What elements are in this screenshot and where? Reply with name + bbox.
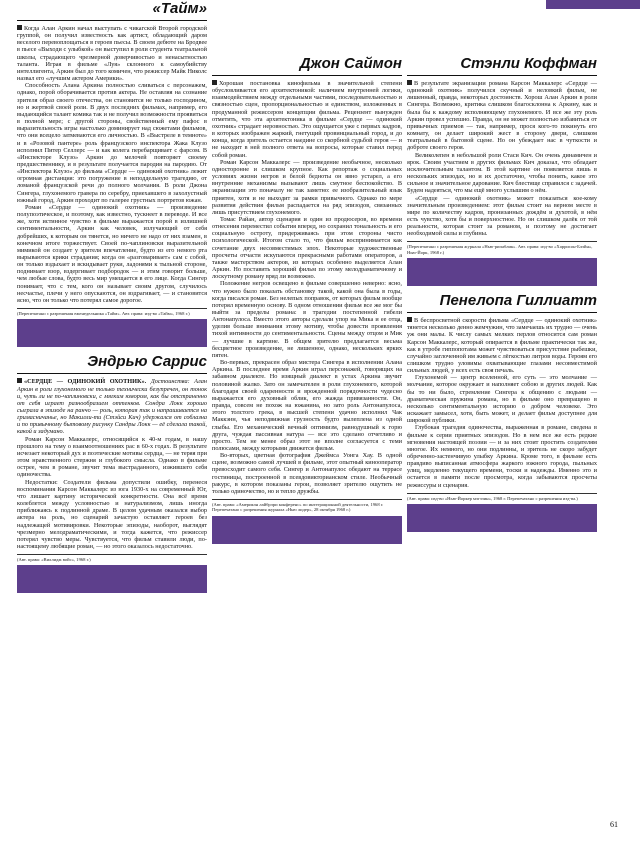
review-paragraph: В результате экранизации романа Карсон Маккалерс «Сердце — одинокий охотник» получился скучный и неловкий фильм, не лишенный, правда, некоторых достоинств. Хорош Алан Аркин в роли Сингера. Возможно, критика слишком благосклонна к Аркину, как и была бы к каждому исполняющему глухонемого. И все же эту роль Аркин провел успешно. Правда, он не может полностью избавиться от привычных приемов — так, например, прося кого-то покинуть его комнату, он делает широкий жест в сторону двери, слишком театральный в бытовой сцене. Но он убеждает нас в чуткости и доброте своего героя. <box>407 80 597 152</box>
column-right <box>407 55 597 532</box>
review-paragraph: «Сердце — одинокий охотник» может показаться кое-кому значительным произведением: этот фильм стоит на верном месте в мире по количеству кадров, пронизанных дождём и духотой, в нём есть чувство, хотя бы и поверхностное. Но он слишком далёк от той реальности, которая стоит за романом, и поэтому не достигает необходимой силы и глубины. <box>407 194 597 238</box>
purple-block <box>407 258 597 286</box>
purple-block <box>212 516 402 544</box>
review-title-gilliatt: Пенелопа Гиллиатт <box>407 292 597 313</box>
square-bullet-icon <box>17 378 22 383</box>
source-note: (Авт. права: изд-во «Нью-Йоркер мэгэзин», 1968 г. Перепечатано с разрешения изд-ва.) <box>407 493 597 501</box>
top-corner-bar <box>546 0 640 9</box>
square-bullet-icon <box>407 317 412 322</box>
review-paragraph: Роман Карсон Маккалерс, относящийся к 40-м годам, в нашу прошлого на тему о взаимоотношениях рас в 60-х годах. В результате исчезает некоторый дух и поэтические мотивы сердца, — не теряя при этом нравственного стержня и глубокого смысла. Однако в фильме острее, чем в романе, звучит тема выстраданного, изжившего себя одиночества. <box>17 435 207 479</box>
purple-block <box>17 319 207 347</box>
review-paragraph: Глубокая трагедия одиночества, выраженная в романе, сведена в фильме к серии приятных эпизодов. Но в нем все же есть редкие мгновения настоящей поэзии — и за них стоит простить создателям многое. Их немного, но они подлинны, и зритель не скоро забудет обреченно-застенчивую улыбку Аркина. Кроме того, в фильме есть правдиво выписанная атмосфера жаркого южного города, пыльных улиц, медленно текущего времени, тоски и надежды. Именно это и остается в памяти после просмотра, когда забываются просчеты режиссуры и сценария. <box>407 424 597 489</box>
source-note: (Перепечатано с разрешения еженедельника «Тайм». Авт. права: изд-во «Тайм», 1968 г.) <box>17 308 207 316</box>
review-paragraph: Положение негров освещено в фильме совершенно неверно: ясно, что нужно было показать обстановку такой, какой она была в годы, когда писался роман. Без нелепых поправок, от которых фильм вообще потерял временную основу. В одном отношении фильм все же мог бы выйти за пределы романа: в трагедии постепенной гибели Антонапулоса. Вместо этого авторы сделали упор на Мика и ее отца, уделив больше внимания этому мотиву, чтобы довести проявления тихой интимности до сентиментальности. Сцены между отцом и Мик — лучшие в картине. В общем зрителю предлагается весьма бесцветное произведение, не лишенное, однако, нескольких ярких пятен. <box>212 280 402 359</box>
review-title-simon: Джон Саймон <box>212 55 402 76</box>
review-paragraph: Великолепен в небольшой роли Стаси Кич. Он очень динамичен и ярок. Своим участием в других фильмах Кич доказал, что обладает исключительным талантом. В этой картине он появляется лишь в нескольких эпизодах, но и их достаточно, чтобы понять, какое это сильное и значительное дарование. Кич блестяще справился с задачей. Будем надеяться, что мы ещё много услышим о нём. <box>407 151 597 195</box>
review-paragraph: Хорошая постановка кинофильма в значительной степени обусловливается его архитектоникой: наличием внутренней логики, взаимодействием между отдельными частями, последовательностью и связностью сцен, пропорциональностью и единством, изложенных в продуманной режиссером концепции фильма. Рецензент вынужден отметить, что эта архитектоника в фильме «Сердце — одинокий охотник» страдает неровностью. Это ощущается уже с первых кадров, в которых изображен жаркий, гнетущий провинциальный город, и до конца, когда зритель остается наедине со скорбной судьбой героя — и не находит в ней полного ответа на вопросы, которые ставил перед собой роман. <box>212 80 402 159</box>
review-paragraph: Когда Алан Аркин начал выступать с чикагской Второй городской группой, он получил известность как артист, обладающий даром веселого перевоплощаться в героев пьесы. В своем дебюте на Бродвее в пьесе «Выходи с улыбкой» он выступил в роли студента театральной школы, страдающего чрезмерной доверчивостью и ненасытностью таланта. Играя в фильме «Луя» склонного к самоубийству интеллигента, Аркин был до того комичен, что режиссер Майк Николс назвал его «лучшим актером Америки». <box>17 25 207 83</box>
square-bullet-icon <box>407 80 412 85</box>
review-title-sarris: Эндрью Саррис <box>17 353 207 374</box>
source-note: (Перепечатано с разрешения журнала «Нью-рипаблик». Авт. права: изд-во «Харрисон-Блэйн», Нью-Йорк, 1968 г.) <box>407 241 597 255</box>
review-paragraph: Томас Райан, автор сценария и один из продюсеров, во времени отнесения переместил события вперед, но сохранил тональность и его социальную остроту, придерживаясь при этом стороны чисто психологической. Итогом стало то, что фильм воспринимается как сочетание двух несовместимых эпох. Некоторые художественные просчеты отчасти искупаются прекрасными работами операторов, а также мастерством актеров, из которых особенно выделяется Алан Аркин. Но поставить хороший фильм по этому мелодраматичному и лоскутному роману вряд ли возможно. <box>212 215 402 281</box>
review-paragraph: Недостатки: Создатели фильма допустили ошибку, перенеся воспоминания Карсон Маккалерс из юга 1930-х на современный Юг, что лишает картину исторической конкретности. Она всё время колеблется между условностью и натурализмом, лишь иногда приближаясь к подлинной драме. В целом удачным оказался выбор актера на роль, но сценарий зачастую оставляет героев без надлежащей мотивировки. Некоторые эпизоды, наоборот, выглядят чрезмерно мелодраматическими, и тогда кажется, что режиссер потерял чувство меры. Чувствуется, что фильм ставили люди, по-настоящему любящие роман, — но этого оказалось недостаточно. <box>17 478 207 550</box>
review-title-kauffmann: Стэнли Коффман <box>407 55 597 76</box>
page-number: 61 <box>610 820 618 829</box>
review-paragraph: «СЕРДЦЕ — ОДИНОКИЙ ОХОТНИК». Достоинства: Алан Аркин в роли глухонемого не только технически безупречен, он тонок и, чуть ли не по-чаплиновски, с мягким юмором, как бы отстраненно от себя играет разнообразием оттенков. Сондра Локк хорошо сыграла в эпизоде на ранчо — роль, которая так и напрашивается на гримасничанье, но Макилли-ти (Стэйси Кич) удержался от соблазна и по привычному бытовому рисунку Сандры Локк — её сделала такой, какой и задумано. <box>17 378 207 436</box>
column-left <box>17 0 207 593</box>
review-paragraph: Глухонемой — центр вселенной, его суть — это молчание — молчание, которое окружает и наполняет собою и других людей. Как бы то ни было, стремление Сингера к общению с людьми — драматическая пружина романа, но в фильме оно превращено в несколько сентиментальную историю о добром человеке. Это искажает замысел, хотя, быть может, и делает фильм доступнее для широкой публики. <box>407 374 597 425</box>
source-note: (Авт. права: «Америкэн лайбрэри конференс» по интеграционной деятельности, 1968 г. Перепечатано с разрешения журнала «Нью лидер», 28 октября 1968 г.) <box>212 499 402 513</box>
square-bullet-icon <box>17 25 22 30</box>
review-paragraph: Во-первых, прекрасен образ мистера Сингера в исполнении Алана Аркина. В последнее время Аркин играл персонажей, говорящих на забавном диалекте. Но изящный диалект в устах Аркина звучит половиной жалко. Зато он замечателен в роли глухонемого, которой благодаря своей одаренности и врожденной порядочности чудесно выражается его духовный облик, его жажда привязанности. Он, правда, совсем не похож на южанина, но зато роль Антонапулоса, этого толстого грека, в высшей степени удачно исполнил Чак Маккэнн, чья неподвижная грузность будто вылеплена из одной глыбы. Его механический вечный оптимизм, равнодушный к горю друга, чуждая пассивная натура — все это сделано отчетливо и просто. Тем не менее образ этот не вполне согласуется с теми полюсами, между которыми движется фильм. <box>212 359 402 452</box>
source-note: (Авт. права: «Виллидж войс», 1968 г.) <box>17 554 207 562</box>
review-paragraph: Во-вторых, цветная фотография Джеймса Уонга Хау. В одной сцене, возможно самой лучшей в фильме, этот опытный кинооператор превосходит самого себя. Сингер и Антонапулос обедают на террасе гостиницы, построенной в псевдовикторианском стиле. Необычный ракурс, в котором показаны герои, позволяет зрителю ощутить не только одиночество, но и тепло дружбы. <box>212 452 402 495</box>
review-paragraph: Способность Алана Аркина полностью сливаться с персонажем, однако, порой оборачивается против актера. Не оставляя на сознание зрителя образ своего отечества, он становится не только господином, но и жертвой своей роли. В двух последних фильмах, например, его выдающийся талант комика так и не получил возможности проявиться в полной мере; с другой стороны, свойственный ему пафос в выразительность игры настолько доминирует над сюжетами фильмов, что они всецело затмеваются его личностью. В «Выстреле в темноте» и в «Розовой пантере» роль французского инспектора Жака Клузо исполнил Питер Селлерс — и как колега перебарщивает с фарсом. В «Инспекторе Клузо» Аркин до мелочей повторяет своему предшественнику, и в результате получается пародия на пародию. От «Инспектора Клузо» до фильма «Сердце — одинокий охотник» лежит огромная дистанция: это погружение в неподдельную трагедию, от ломаной французской речи до полного молчания. В роли Джона Сингера, глухонемого гравера по серебру, приехавшего в захолустный южный город, Аркин проходит по галерее грустных портретов южан. <box>17 82 207 204</box>
column-middle <box>212 55 402 544</box>
purple-block <box>407 504 597 532</box>
review-paragraph: В беспросветной скорости фильма «Сердце — одинокий охотник» тянется несколько денно жемчужин, что замечаешь их трудно — очень уж они малы. К числу самых мелких перлов относится сам роман Карсон Маккалерс, который опирается в фильме практически так же, как в утробе гиппопотама может чувствоваться присутствие рыбешки, случайно заглоченной им живьем с лёгкостью литров воды. Героям его слишком трудно уловимы охватывающие глазами несовместимой сильных людей, у всех есть своя печаль. <box>407 317 597 375</box>
review-paragraph: Роман Карсон Маккалерс — произведение необычное, несколько односторонне и слишком крупное. Как репортаж о социальных условиях жизни негров и белой бедноты он явно устарел, а его внутренние механизмы вызывают лишь смутное беспокойство. В экранизации это поначалу не так заметно: ее изобразительный язык приятен, хотя и не выходит за рамки привычного. Однако по мере развития действия фильм распадается на ряд эпизодов, связанных лишь присутствием глухонемого. <box>212 158 402 216</box>
purple-block <box>17 565 207 593</box>
review-title-time: «Тайм» <box>17 0 207 21</box>
square-bullet-icon <box>212 80 217 85</box>
review-paragraph: Роман «Сердце — одинокий охотник» — произведение полупоэтическое, и поэтому, как известно, тускнеет в переводе. И все же, хотя истинное чувство в фильме выражается порой в излишней сентиментальности, Аркин как человек, излучающий от себя добрейших, к которым он тянется, но ничего не надо от них взамен, в конечном итоге торжествует. Своей по-чаплиновски выразительной мимикой он создает у зрителя впечатление, будто из его немого рта вырываются крики страдания; когда он «разговаривает» сам с собой, он только вздыхает и вскидывает руки, ладонями к тыльной стороне, поднимает взор, вздергивает подбородок — и этим говорит больше, чем любые слова, будто весь мир умещается в его лице. Когда Сингер понимает, что с тем, кого он называет своим другом, случилось несчастье, плечи у него опускаются, он вздрагивает, — и становится ясно, что он только что потерял самое дорогое. <box>17 203 207 304</box>
